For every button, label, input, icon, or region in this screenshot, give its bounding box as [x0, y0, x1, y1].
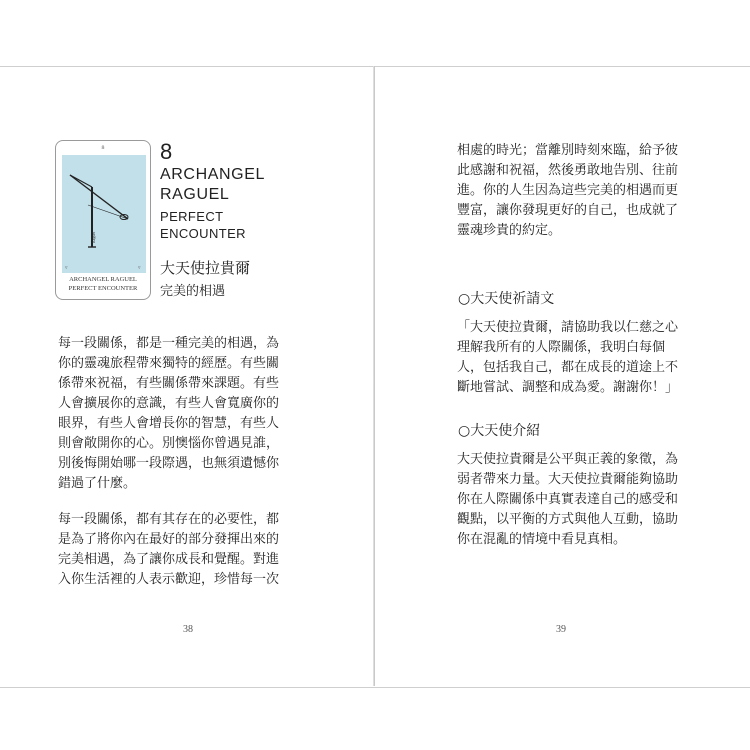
- text-line: 你在混亂的情境中看見真相。: [457, 532, 627, 547]
- chinese-title: 大天使拉貴爾: [160, 259, 251, 277]
- text-line: 斷地嘗試、調整和成為愛。謝謝你！」: [457, 380, 679, 395]
- text-line: 豐富，讓你發現更好的自己，也成就了: [457, 203, 679, 218]
- page-number-left: 38: [183, 624, 193, 635]
- text-line: 完美相遇，為了讓你成長和覺醒。對進: [58, 552, 280, 567]
- oracle-card: [55, 140, 151, 300]
- text-line: 此感謝和祝福，然後勇敢地告別、往前: [457, 163, 679, 178]
- raguel-symbol-icon: [62, 155, 146, 273]
- chinese-subtitle: 完美的相遇: [160, 284, 226, 299]
- intro-heading: ○大天使介紹: [458, 423, 541, 439]
- text-line: 相處的時光；當離別時刻來臨，給予彼: [457, 143, 679, 158]
- card-artwork: [62, 155, 146, 273]
- card-title-name-line2: RAGUEL: [160, 186, 230, 203]
- text-line: 錯過了什麼。: [58, 476, 137, 491]
- text-line: 弱者帶來力量。大天使拉貴爾能夠協助: [457, 472, 679, 487]
- prayer-text: [457, 318, 678, 398]
- card-number: 8: [101, 145, 105, 151]
- card-title-name-line1: ARCHANGEL: [160, 166, 265, 183]
- svg-text:▿: ▿: [65, 265, 68, 271]
- svg-text:▿: ▿: [138, 265, 141, 271]
- card-caption-line1: ARCHANGEL RAGUEL: [69, 276, 137, 283]
- text-line: 觀點，以平衡的方式與他人互動，協助: [457, 512, 679, 527]
- text-line: 每一段關係，都有其存在的必要性，都: [58, 512, 280, 527]
- text-line: 人會擴展你的意識，有些人會寬廣你的: [58, 396, 280, 411]
- text-line: 人，包括我自己，都在成長的道途上不: [457, 360, 679, 375]
- text-line: 理解我所有的人際關係，我明白每個: [457, 340, 666, 355]
- text-line: 每一段關係，都是一種完美的相遇，為: [58, 336, 280, 351]
- left-paragraph-2: [58, 510, 279, 590]
- text-line: 入你生活裡的人表示歡迎，珍惜每一次: [58, 572, 280, 587]
- prayer-heading: ○大天使祈請文: [458, 291, 555, 307]
- text-line: 別後悔開始哪一段際遇，也無須遺憾你: [58, 456, 280, 471]
- text-line: 大天使拉貴爾是公平與正義的象徵，為: [457, 452, 679, 467]
- intro-text: [457, 450, 678, 550]
- text-line: 眼界，有些人會增長你的智慧，有些人: [58, 416, 280, 431]
- card-title-sub-line2: ENCOUNTER: [160, 226, 246, 241]
- page-number-right: 39: [556, 624, 566, 635]
- text-line: 你的靈魂旅程帶來獨特的經歷。有些關: [58, 356, 280, 371]
- text-line: 「大天使拉貴爾，請協助我以仁慈之心: [457, 320, 679, 335]
- text-line: 進。你的人生因為這些完美的相遇而更: [457, 183, 679, 198]
- card-title-subtitle: [160, 208, 246, 242]
- card-caption-line2: PERFECT ENCOUNTER: [68, 285, 138, 292]
- text-line: 係帶來祝福，有些關係帶來課題。有些: [58, 376, 280, 391]
- card-title-name: [160, 165, 265, 205]
- card-title-sub-line1: PERFECT: [160, 209, 224, 224]
- card-caption: [56, 275, 150, 293]
- left-paragraph-1: [58, 334, 279, 494]
- card-title-number: 8: [160, 139, 173, 164]
- text-line: 是為了將你內在最好的部分發揮出來的: [58, 532, 280, 547]
- gutter-line: [374, 66, 375, 686]
- right-paragraph-1: [457, 141, 678, 241]
- text-line: 你在人際關係中真實表達自己的感受和: [457, 492, 679, 507]
- text-line: 靈魂珍貴的約定。: [457, 223, 562, 238]
- text-line: 則會敞開你的心。別懊惱你曾遇見誰，: [58, 436, 280, 451]
- card-art-label: Raguel: [91, 231, 96, 243]
